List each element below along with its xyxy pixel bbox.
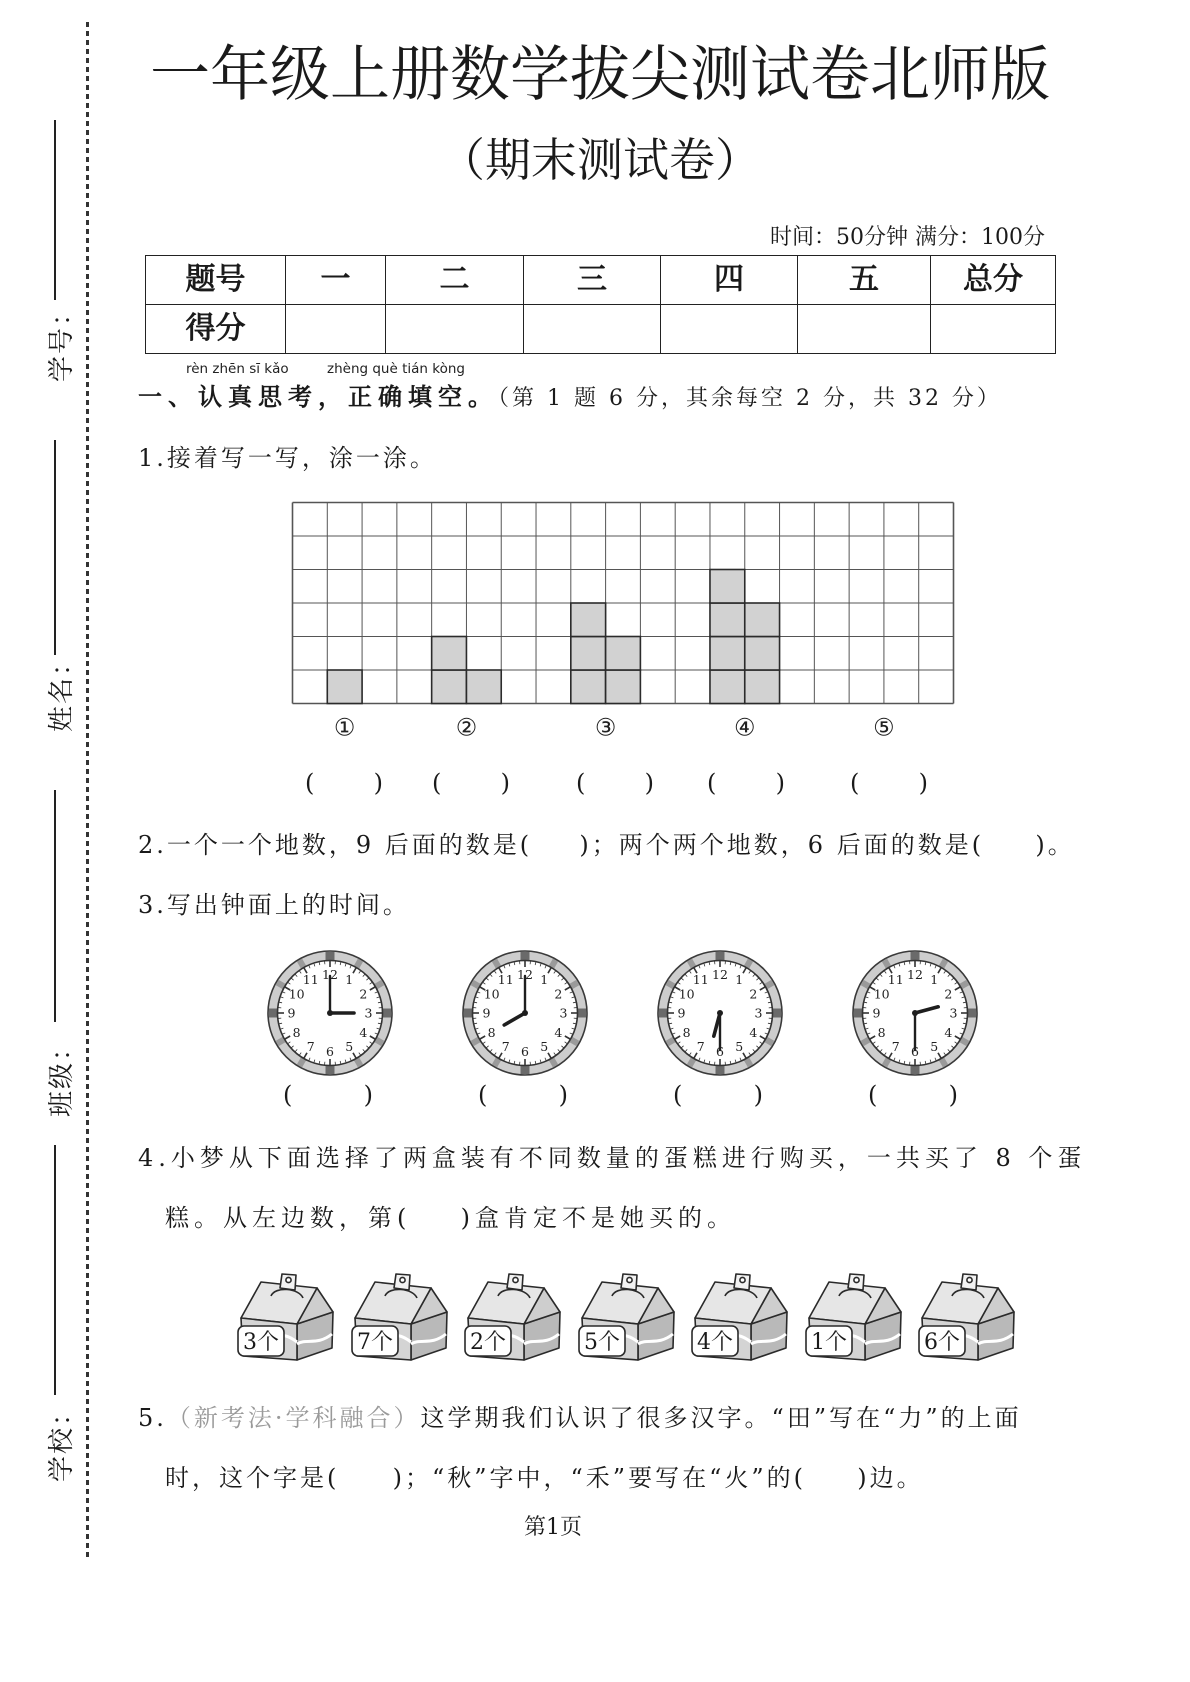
clock-numeral: 4	[359, 1024, 368, 1040]
clock-numeral: 10	[678, 986, 695, 1002]
clock-rim-segment	[472, 1040, 479, 1044]
square-grid	[291, 501, 956, 746]
cake-box-drawing	[235, 1272, 339, 1364]
q5-answer-blank-2[interactable]	[794, 1463, 870, 1493]
page-subtitle: （期末测试卷）	[439, 133, 761, 187]
clock-numeral: 2	[749, 986, 758, 1002]
clock-numeral: 5	[930, 1038, 939, 1054]
clock-2	[460, 948, 590, 1078]
paren-close: )	[558, 1081, 568, 1109]
clock-numeral: 11	[692, 972, 709, 988]
paren-close: )	[753, 1081, 763, 1109]
clock-rim-segment	[571, 983, 578, 987]
section-1-heading	[138, 382, 1002, 414]
q5-answer-blank-1[interactable]	[327, 1463, 405, 1493]
clock-numeral: 8	[487, 1024, 496, 1040]
q2-answer-blank-2[interactable]	[972, 830, 1048, 860]
shaded-square	[571, 670, 606, 704]
score-cell-part-1[interactable]	[286, 305, 386, 354]
clock-numeral: 6	[911, 1044, 919, 1059]
header-part-4: 四	[661, 256, 798, 305]
cake-box-drawing	[462, 1272, 566, 1364]
student-id-label: 学号：	[47, 298, 77, 383]
class-label: 班级：	[47, 1033, 77, 1118]
clock-center	[522, 1010, 528, 1016]
figure-label-5: ⑤	[873, 713, 895, 742]
clock-numeral: 12	[322, 967, 338, 982]
cake-box-5	[689, 1272, 793, 1364]
clock-numeral: 1	[345, 972, 354, 988]
page-number: 第1页	[524, 1515, 582, 1540]
q3-answer-blank-3[interactable]	[673, 1080, 763, 1110]
name-label: 姓名：	[47, 648, 77, 733]
paren-close: )	[857, 1464, 870, 1492]
paren-close: )	[373, 769, 383, 797]
clock-numeral: 2	[944, 986, 953, 1002]
cake-box-drawing	[916, 1272, 1020, 1364]
clock-rim-segment	[376, 983, 383, 987]
cake-box-handle-hole	[740, 1277, 745, 1282]
cake-box-6	[803, 1272, 907, 1364]
clock-numeral: 1	[540, 972, 549, 988]
shaded-square	[745, 637, 780, 671]
class-write-line[interactable]	[54, 790, 56, 1022]
clock-numeral: 8	[877, 1024, 886, 1040]
cake-box-label: 6个	[924, 1330, 960, 1355]
question-5-line-1	[138, 1403, 1022, 1433]
clock-numeral: 11	[302, 972, 319, 988]
header-part-3: 三	[524, 256, 661, 305]
score-cell-part-3[interactable]	[524, 305, 661, 354]
shaded-square	[745, 603, 780, 637]
q1-answer-blank-5[interactable]	[850, 768, 928, 798]
q5-line-1-text: 这学期我们认识了很多汉字。“田”写在“力”的上面	[420, 1404, 1022, 1432]
shaded-square	[606, 637, 641, 671]
paren-close: )	[363, 1081, 373, 1109]
figure-label-4: ④	[734, 713, 756, 742]
paren-open: (	[673, 1081, 683, 1109]
cake-box-1	[235, 1272, 339, 1364]
clock-rim-segment	[766, 1040, 773, 1044]
grid-group	[293, 503, 954, 742]
question-4-line-1: 4.小梦从下面选择了两盒装有不同数量的蛋糕进行购买，一共买了 8 个蛋	[138, 1144, 1087, 1172]
clock-numeral: 7	[501, 1038, 510, 1054]
question-5-line-2	[165, 1463, 924, 1493]
clock-numeral: 9	[287, 1005, 296, 1021]
clock-numeral: 12	[712, 967, 728, 982]
cake-box-3	[462, 1272, 566, 1364]
pinyin-ren-zhen-si-kao: rèn zhēn sī kǎo	[186, 361, 289, 377]
clock-3	[655, 948, 785, 1078]
paren-close: )	[392, 1464, 405, 1492]
paren-close: )	[579, 831, 592, 859]
clock-numeral: 12	[907, 967, 923, 982]
clock-numeral: 2	[359, 986, 368, 1002]
student-id-write-line[interactable]	[54, 120, 56, 300]
clock-rim-segment	[376, 1040, 383, 1044]
clock-numeral: 3	[559, 1005, 568, 1021]
clock-rim-segment	[862, 1040, 869, 1044]
cake-box-label: 1个	[810, 1330, 847, 1355]
pinyin-zheng-que-tian-kong: zhèng què tián kòng	[327, 361, 465, 377]
cake-box-4	[576, 1272, 680, 1364]
paren-close: )	[918, 769, 928, 797]
clock-rim-segment	[885, 1059, 889, 1066]
name-write-line[interactable]	[54, 440, 56, 655]
figure-label-1: ①	[333, 713, 356, 742]
paren-open: (	[327, 1464, 340, 1492]
cake-box-label: 2个	[470, 1330, 506, 1355]
shaded-square	[710, 670, 745, 704]
q1-answer-blank-4[interactable]	[707, 768, 785, 798]
clock-rim-segment	[961, 1040, 968, 1044]
score-cell-part-4[interactable]	[661, 305, 798, 354]
clock-rim-segment	[300, 1059, 304, 1066]
question-3-text: 3.写出钟面上的时间。	[138, 891, 410, 919]
cake-box-7	[916, 1272, 1020, 1364]
cake-box-drawing	[576, 1272, 680, 1364]
cake-box-handle-hole	[626, 1277, 631, 1282]
q5-tag: （新考法·学科融合）	[166, 1404, 421, 1432]
clock-rim-segment	[495, 1059, 499, 1066]
clock-numeral: 1	[930, 972, 939, 988]
clock-numeral: 4	[944, 1024, 953, 1040]
clock-rim-segment	[747, 960, 751, 967]
cake-box-label: 5个	[583, 1330, 620, 1355]
clock-1	[265, 948, 395, 1078]
clock-rim-segment	[885, 960, 889, 967]
clock-center	[717, 1010, 723, 1016]
paren-open: (	[397, 1204, 412, 1232]
clock-numeral: 8	[682, 1024, 691, 1040]
paren-open: (	[305, 769, 315, 797]
clock-rim-segment	[667, 1040, 674, 1044]
clock-center	[327, 1010, 333, 1016]
clock-rim-segment	[571, 1040, 578, 1044]
clock-rim-segment	[277, 1040, 284, 1044]
shaded-square	[745, 670, 780, 704]
cake-box-drawing	[689, 1272, 793, 1364]
paren-open: (	[478, 1081, 488, 1109]
clock-numeral: 4	[554, 1024, 563, 1040]
q1-answer-blank-3[interactable]	[576, 768, 654, 798]
clock-center	[912, 1010, 918, 1016]
section-1-title: 一、认真思考，正确填空。	[138, 382, 498, 411]
q3-answer-blank-4[interactable]	[868, 1080, 958, 1110]
clock-numeral: 8	[292, 1024, 301, 1040]
header-part-5: 五	[798, 256, 931, 305]
clock-numeral: 7	[306, 1038, 315, 1054]
cake-box-drawing	[803, 1272, 907, 1364]
header-part-1: 一	[286, 256, 386, 305]
header-total: 总分	[931, 256, 1056, 305]
q4-text-part-2: 盒肯定不是她买的。	[475, 1204, 736, 1232]
q5-text-part-3: 边。	[869, 1464, 924, 1492]
clock-numeral: 7	[891, 1038, 900, 1054]
clock-numeral: 3	[754, 1005, 763, 1021]
shaded-square	[710, 570, 745, 604]
question-1-text: 1.接着写一写，涂一涂。	[138, 444, 437, 472]
clock-numeral: 9	[677, 1005, 686, 1021]
clock-rim-segment	[277, 983, 284, 987]
paren-open: (	[971, 831, 985, 859]
score-table	[145, 255, 1056, 354]
q4-answer-blank[interactable]	[397, 1203, 475, 1233]
score-table-score-row	[146, 305, 1056, 354]
clock-rim-segment	[495, 960, 499, 967]
clock-numeral: 1	[735, 972, 744, 988]
clock-rim-segment	[766, 983, 773, 987]
q4-text-part-1: 糕。从左边数，第	[165, 1204, 397, 1232]
clock-rim-segment	[690, 1059, 694, 1066]
cake-box-handle-hole	[513, 1277, 518, 1282]
paren-open: (	[519, 831, 533, 859]
paren-close: )	[500, 769, 510, 797]
clock-rim-segment	[667, 983, 674, 987]
binding-dashed-line	[86, 22, 89, 1560]
q2-text-part-3: 。	[1047, 831, 1075, 859]
q2-text-part-2: ；两个两个地数，6 后面的数是	[591, 831, 972, 859]
shaded-square	[710, 603, 745, 637]
score-cell-part-5[interactable]	[798, 305, 931, 354]
section-1-score-note: （第 1 题 6 分，其余每空 2 分，共 32 分）	[498, 386, 1002, 411]
clock-numeral: 3	[949, 1005, 958, 1021]
shaded-square	[466, 670, 501, 704]
clock-numeral: 10	[873, 986, 890, 1002]
q2-text-part-1: 2.一个一个地数，9 后面的数是	[138, 831, 520, 859]
paren-close: )	[1035, 831, 1048, 859]
clock-numeral: 11	[887, 972, 904, 988]
clock-numeral: 10	[288, 986, 305, 1002]
cake-box-handle-hole	[967, 1277, 972, 1282]
clock-rim-segment	[690, 960, 694, 967]
paren-open: (	[850, 769, 860, 797]
header-part-2: 二	[386, 256, 524, 305]
shaded-square	[606, 670, 641, 704]
q1-answer-blank-1[interactable]	[305, 768, 383, 798]
clock-rim-segment	[942, 1059, 946, 1066]
cake-box-handle-hole	[399, 1277, 404, 1282]
shaded-square	[432, 670, 467, 704]
figure-label-2: ②	[455, 713, 478, 742]
clock-numeral: 6	[326, 1044, 334, 1059]
paren-open: (	[707, 769, 717, 797]
shaded-square	[327, 670, 362, 704]
school-write-line[interactable]	[54, 1145, 56, 1395]
clock-numeral: 2	[554, 986, 563, 1002]
score-cell-total[interactable]	[931, 305, 1056, 354]
clock-rim-segment	[357, 960, 361, 967]
clock-rim-segment	[747, 1059, 751, 1066]
clock-numeral: 5	[735, 1038, 744, 1054]
q5-text-part-2: ；“秋”字中，“禾”要写在“火”的	[405, 1464, 794, 1492]
q5-number: 5.	[138, 1404, 167, 1432]
cake-box-label: 3个	[243, 1330, 279, 1355]
paren-open: (	[793, 1464, 806, 1492]
score-row-label: 得分	[146, 305, 286, 354]
clock-numeral: 12	[517, 967, 533, 982]
time-info: 时间：50分钟 满分：100分	[770, 225, 1045, 250]
paren-open: (	[868, 1081, 878, 1109]
clock-numeral: 5	[345, 1038, 354, 1054]
paren-open: (	[432, 769, 442, 797]
clock-rim-segment	[552, 960, 556, 967]
score-cell-part-2[interactable]	[386, 305, 524, 354]
paren-close: )	[460, 1204, 475, 1232]
shaded-square	[571, 603, 606, 637]
paren-open: (	[576, 769, 586, 797]
clock-rim-segment	[300, 960, 304, 967]
clock-numeral: 5	[540, 1038, 549, 1054]
clock-numeral: 3	[364, 1005, 373, 1021]
clock-rim-segment	[961, 983, 968, 987]
shaded-square	[710, 637, 745, 671]
q5-text-part-1: 时，这个字是	[165, 1464, 327, 1492]
cake-box-label: 4个	[697, 1330, 733, 1355]
cake-box-label: 7个	[356, 1330, 393, 1355]
q3-answer-blank-1[interactable]	[283, 1080, 373, 1110]
paren-close: )	[775, 769, 785, 797]
q2-answer-blank-1[interactable]	[520, 830, 592, 860]
clock-numeral: 9	[482, 1005, 491, 1021]
clock-numeral: 9	[872, 1005, 881, 1021]
clock-numeral: 10	[483, 986, 500, 1002]
cake-box-2	[349, 1272, 453, 1364]
score-table-header-row	[146, 256, 1056, 305]
figure-label-3: ③	[594, 713, 617, 742]
page-title: 一年级上册数学拔尖测试卷北师版	[150, 40, 1050, 110]
cake-box-handle-hole	[853, 1277, 858, 1282]
clock-4	[850, 948, 980, 1078]
q3-answer-blank-2[interactable]	[478, 1080, 568, 1110]
clock-rim-segment	[942, 960, 946, 967]
shaded-square	[571, 637, 606, 671]
clock-rim-segment	[552, 1059, 556, 1066]
shaded-square	[432, 637, 467, 671]
question-4-line-2	[165, 1203, 736, 1233]
clock-rim-segment	[357, 1059, 361, 1066]
header-question-number: 题号	[146, 256, 286, 305]
clock-rim-segment	[472, 983, 479, 987]
clock-numeral: 4	[749, 1024, 758, 1040]
paren-open: (	[283, 1081, 293, 1109]
cake-box-row	[235, 1272, 1020, 1364]
clock-numeral: 6	[521, 1044, 529, 1059]
question-2	[138, 830, 1075, 860]
clock-numeral: 11	[497, 972, 514, 988]
paren-close: )	[948, 1081, 958, 1109]
clock-rim-segment	[862, 983, 869, 987]
school-label: 学校：	[47, 1398, 77, 1483]
cake-box-drawing	[349, 1272, 453, 1364]
clock-numeral: 7	[696, 1038, 705, 1054]
paren-close: )	[644, 769, 654, 797]
cake-box-handle-hole	[286, 1277, 291, 1282]
clock-numeral: 6	[716, 1044, 724, 1059]
q1-answer-blank-2[interactable]	[432, 768, 510, 798]
